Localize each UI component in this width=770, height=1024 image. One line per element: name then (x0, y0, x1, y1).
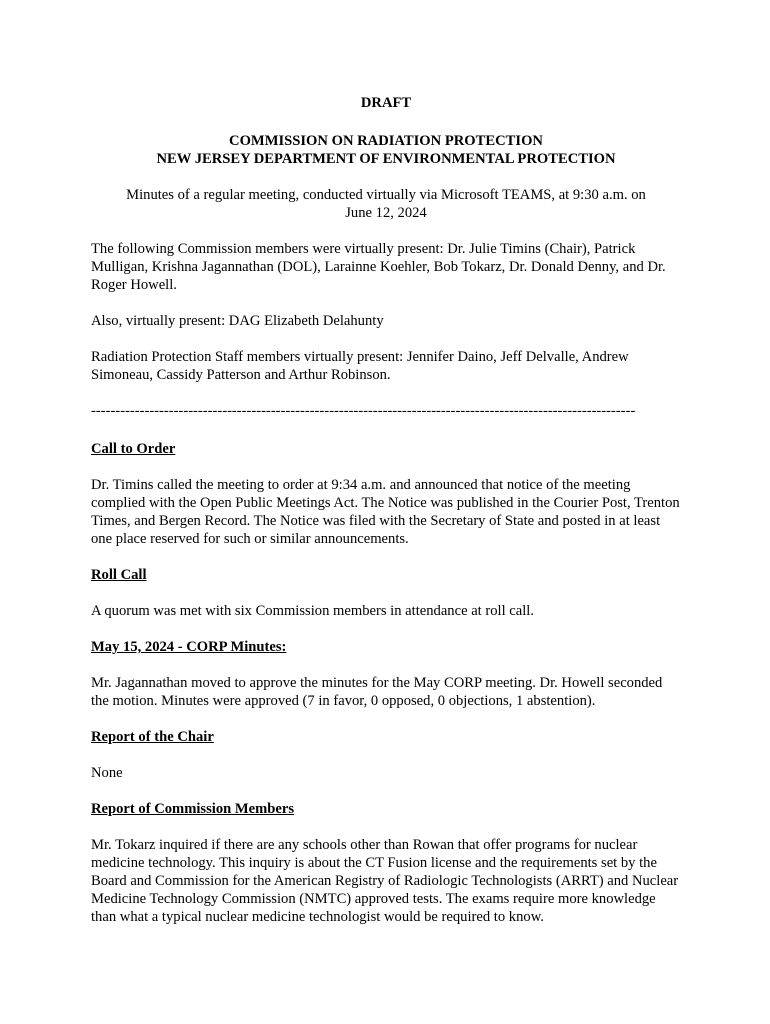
also-present: Also, virtually present: DAG Elizabeth Delahunty (91, 313, 384, 329)
meeting-line-2: June 12, 2024 (345, 205, 427, 221)
report-members-body: Mr. Tokarz inquired if there are any schools other than Rowan that offer programs for nuclear medicine technology. This inquiry is about the CT Fusion license and the requirements set by the Board and Commission for the American Registry of Radiologic Technologists (ARRT) and Nuclear Medicine Technology Commission (NMTC) approved tests. The exams require more knowledge than what a typical nuclear medicine technologist would be required to know. (91, 837, 679, 925)
draft-label: DRAFT (360, 95, 412, 111)
minutes-body: Mr. Jagannathan moved to approve the minutes for the May CORP meeting. Dr. Howell seconded the motion. Minutes were approved (7 in favor, 0 opposed, 0 objections, 1 abstention). (91, 675, 663, 709)
roll-call-body: A quorum was met with six Commission members in attendance at roll call. (91, 603, 535, 619)
org-line-2: NEW JERSEY DEPARTMENT OF ENVIRONMENTAL PROTECTION (156, 151, 616, 167)
call-to-order-heading: Call to Order (91, 441, 176, 457)
call-to-order-body: Dr. Timins called the meeting to order at 9:34 a.m. and announced that notice of the meeting complied with the Open Public Meetings Act. The Notice was published in the Courier Post, Trenton Times, and Bergen Record. The Notice was filed with the Secretary of State and posted in at least one place reserved for such or similar announcements. (91, 477, 680, 547)
document-body (91, 94, 681, 926)
meeting-line-1: Minutes of a regular meeting, conducted virtually via Microsoft TEAMS, at 9:30 a.m. on (126, 187, 646, 203)
minutes-heading: May 15, 2024 - CORP Minutes: (91, 639, 287, 655)
staff-present: Radiation Protection Staff members virtually present: Jennifer Daino, Jeff Delvalle, Andrew Simoneau, Cassidy Patterson and Arthur Robinson. (91, 349, 629, 383)
roll-call-heading: Roll Call (91, 567, 147, 583)
members-present: The following Commission members were virtually present: Dr. Julie Timins (Chair), Patrick Mulligan, Krishna Jagannathan (DOL), Larainne Koehler, Bob Tokarz, Dr. Donald Denny, and Dr. Roger Howell. (91, 241, 666, 293)
org-line-1: COMMISSION ON RADIATION PROTECTION (229, 133, 543, 149)
section-separator: ---------------------------------------------------------------------------------------------------------------- (91, 403, 636, 419)
report-chair-body: None (91, 765, 123, 781)
report-members-heading: Report of Commission Members (91, 801, 295, 817)
report-chair-heading: Report of the Chair (91, 729, 214, 745)
